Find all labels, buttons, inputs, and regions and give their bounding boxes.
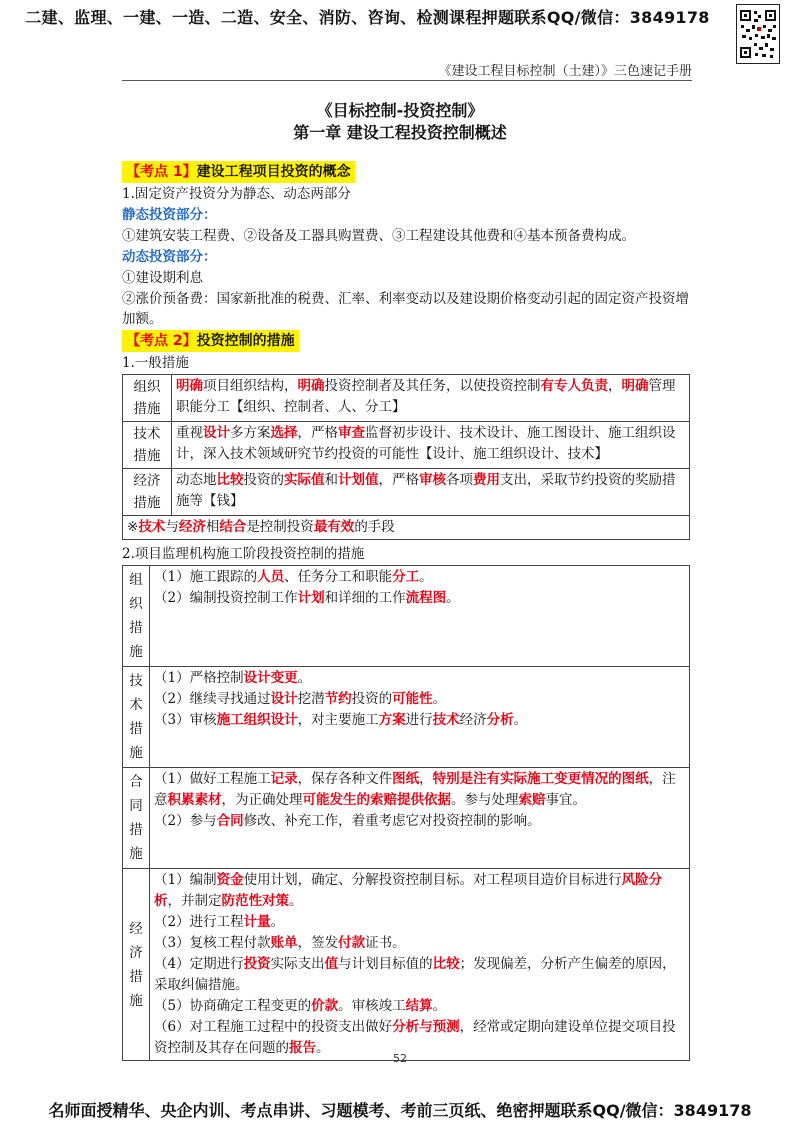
cell-content: （1）施工跟踪的人员、任务分工和职能分工。 （2）编制投资控制工作计划和详细的工作流程图。 [150,566,690,667]
bottom-banner: 名师面授精华、央企内训、考点串讲、习题模考、考前三页纸、绝密押题联系QQ/微信：3849178 [48,1101,752,1120]
top-banner: 二建、监理、一建、一造、二造、安全、消防、咨询、检测课程押题联系QQ/微信：3849178 [25,8,710,27]
static-label: 静态投资部分 [122,207,203,223]
cell-content: 明确项目组织结构，明确投资控制者及其任务，以使投资控制有专人负责，明确管理职能分工【组织、控制者、人、分工】 [172,375,690,422]
cell-content: （1）编制资金使用计划，确定、分解投资控制目标。对工程项目造价目标进行风险分析，并制定防范性对策。 （2）进行工程计量。 （3）复核工程付款账单，签发付款证书。 （4）定期进行投资实际支出值与计划目标值的比较；发现偏差，分析产生偏差的原因，采取纠偏措施。 （5）协商确定工程变更的价款。审核竣工结算。 （6）对工程施工过程中的投资支出做好分析与预测，经常或定期向建设单位提交项目投资控制及其存在问题的报告。 [150,869,690,1061]
content [122,160,690,1061]
general-measures-title: 1.一般措施 [122,355,189,371]
main-title: 《目标控制-投资控制》 [316,101,484,120]
chapter-title: 第一章 建设工程投资控制概述 [293,123,507,142]
table-row [123,469,690,516]
cell-category: 技术措施 [123,422,172,469]
table-row [123,869,690,1061]
kp1-line1: 1.固定资产投资分为静态、动态两部分 [122,186,351,202]
table-row-note [123,516,690,540]
cell-category: 组织措施 [123,375,172,422]
static-label-line: 静态投资部分： [122,207,217,223]
kp1-heading [122,161,690,183]
cell-content: （1）严格控制设计变更。 （2）继续寻找通过设计挖潜节约投资的可能性。 （3）审核施工组织设计，对主要施工方案进行技术经济分析。 [150,667,690,768]
static-text: ①建筑安装工程费、②设备及工器具购置费、③工程建设其他费和④基本预备费构成。 [122,228,635,244]
general-measures-table [122,374,690,540]
cell-category: 经济措施 [123,469,172,516]
table-row [123,667,690,768]
cell-category: 技 术 措 施 [123,667,150,768]
table-row [123,375,690,422]
cell-note: ※技术与经济相结合是控制投资最有效的手段 [123,516,690,540]
cell-category: 组 织 措 施 [123,566,150,667]
cell-category: 合 同 措 施 [123,768,150,869]
project-measures-table [122,565,690,1061]
kp2-heading [122,330,690,352]
dynamic-label: 动态投资部分 [122,249,203,265]
page-number: 52 [393,1052,407,1065]
header-rule [122,80,692,81]
running-head: 《建设工程目标控制（土建）》三色速记手册 [438,64,692,79]
cell-category: 经 济 措 施 [123,869,150,1061]
dynamic-label-line: 动态投资部分： [122,249,217,265]
kp2-title: 投资控制的措施 [196,333,295,349]
cell-content: 重视设计多方案选择，严格审查监督初步设计、技术设计、施工图设计、施工组织设计，深入技术领域研究节约投资的可能性【设计、施工组织设计、技术】 [172,422,690,469]
cell-content: 动态地比较投资的实际值和计划值，严格审核各项费用支出，采取节约投资的奖励措施等【钱】 [172,469,690,516]
dynamic-item-2: ②涨价预备费：国家新批准的税费、汇率、利率变动以及建设期价格变动引起的固定资产投资增加额。 [122,291,689,327]
cell-content: （1）做好工程施工记录，保存各种文件图纸，特别是注有实际施工变更情况的图纸，注意积累素材，为正确处理可能发生的索赔提供依据。参与处理索赔事宜。 （2）参与合同修改、补充工作，着重考虑它对投资控制的影响。 [150,768,690,869]
kp2-tag: 【考点 2】 [126,333,197,349]
qr-code-icon [736,4,780,64]
table-row [123,566,690,667]
table-row [123,422,690,469]
project-measures-title: 2.项目监理机构施工阶段投资控制的措施 [122,546,365,562]
kp1-title: 建设工程项目投资的概念 [196,164,351,180]
table-row [123,768,690,869]
dynamic-item-1: ①建设期利息 [122,270,203,286]
kp1-tag: 【考点 1】 [126,164,197,180]
